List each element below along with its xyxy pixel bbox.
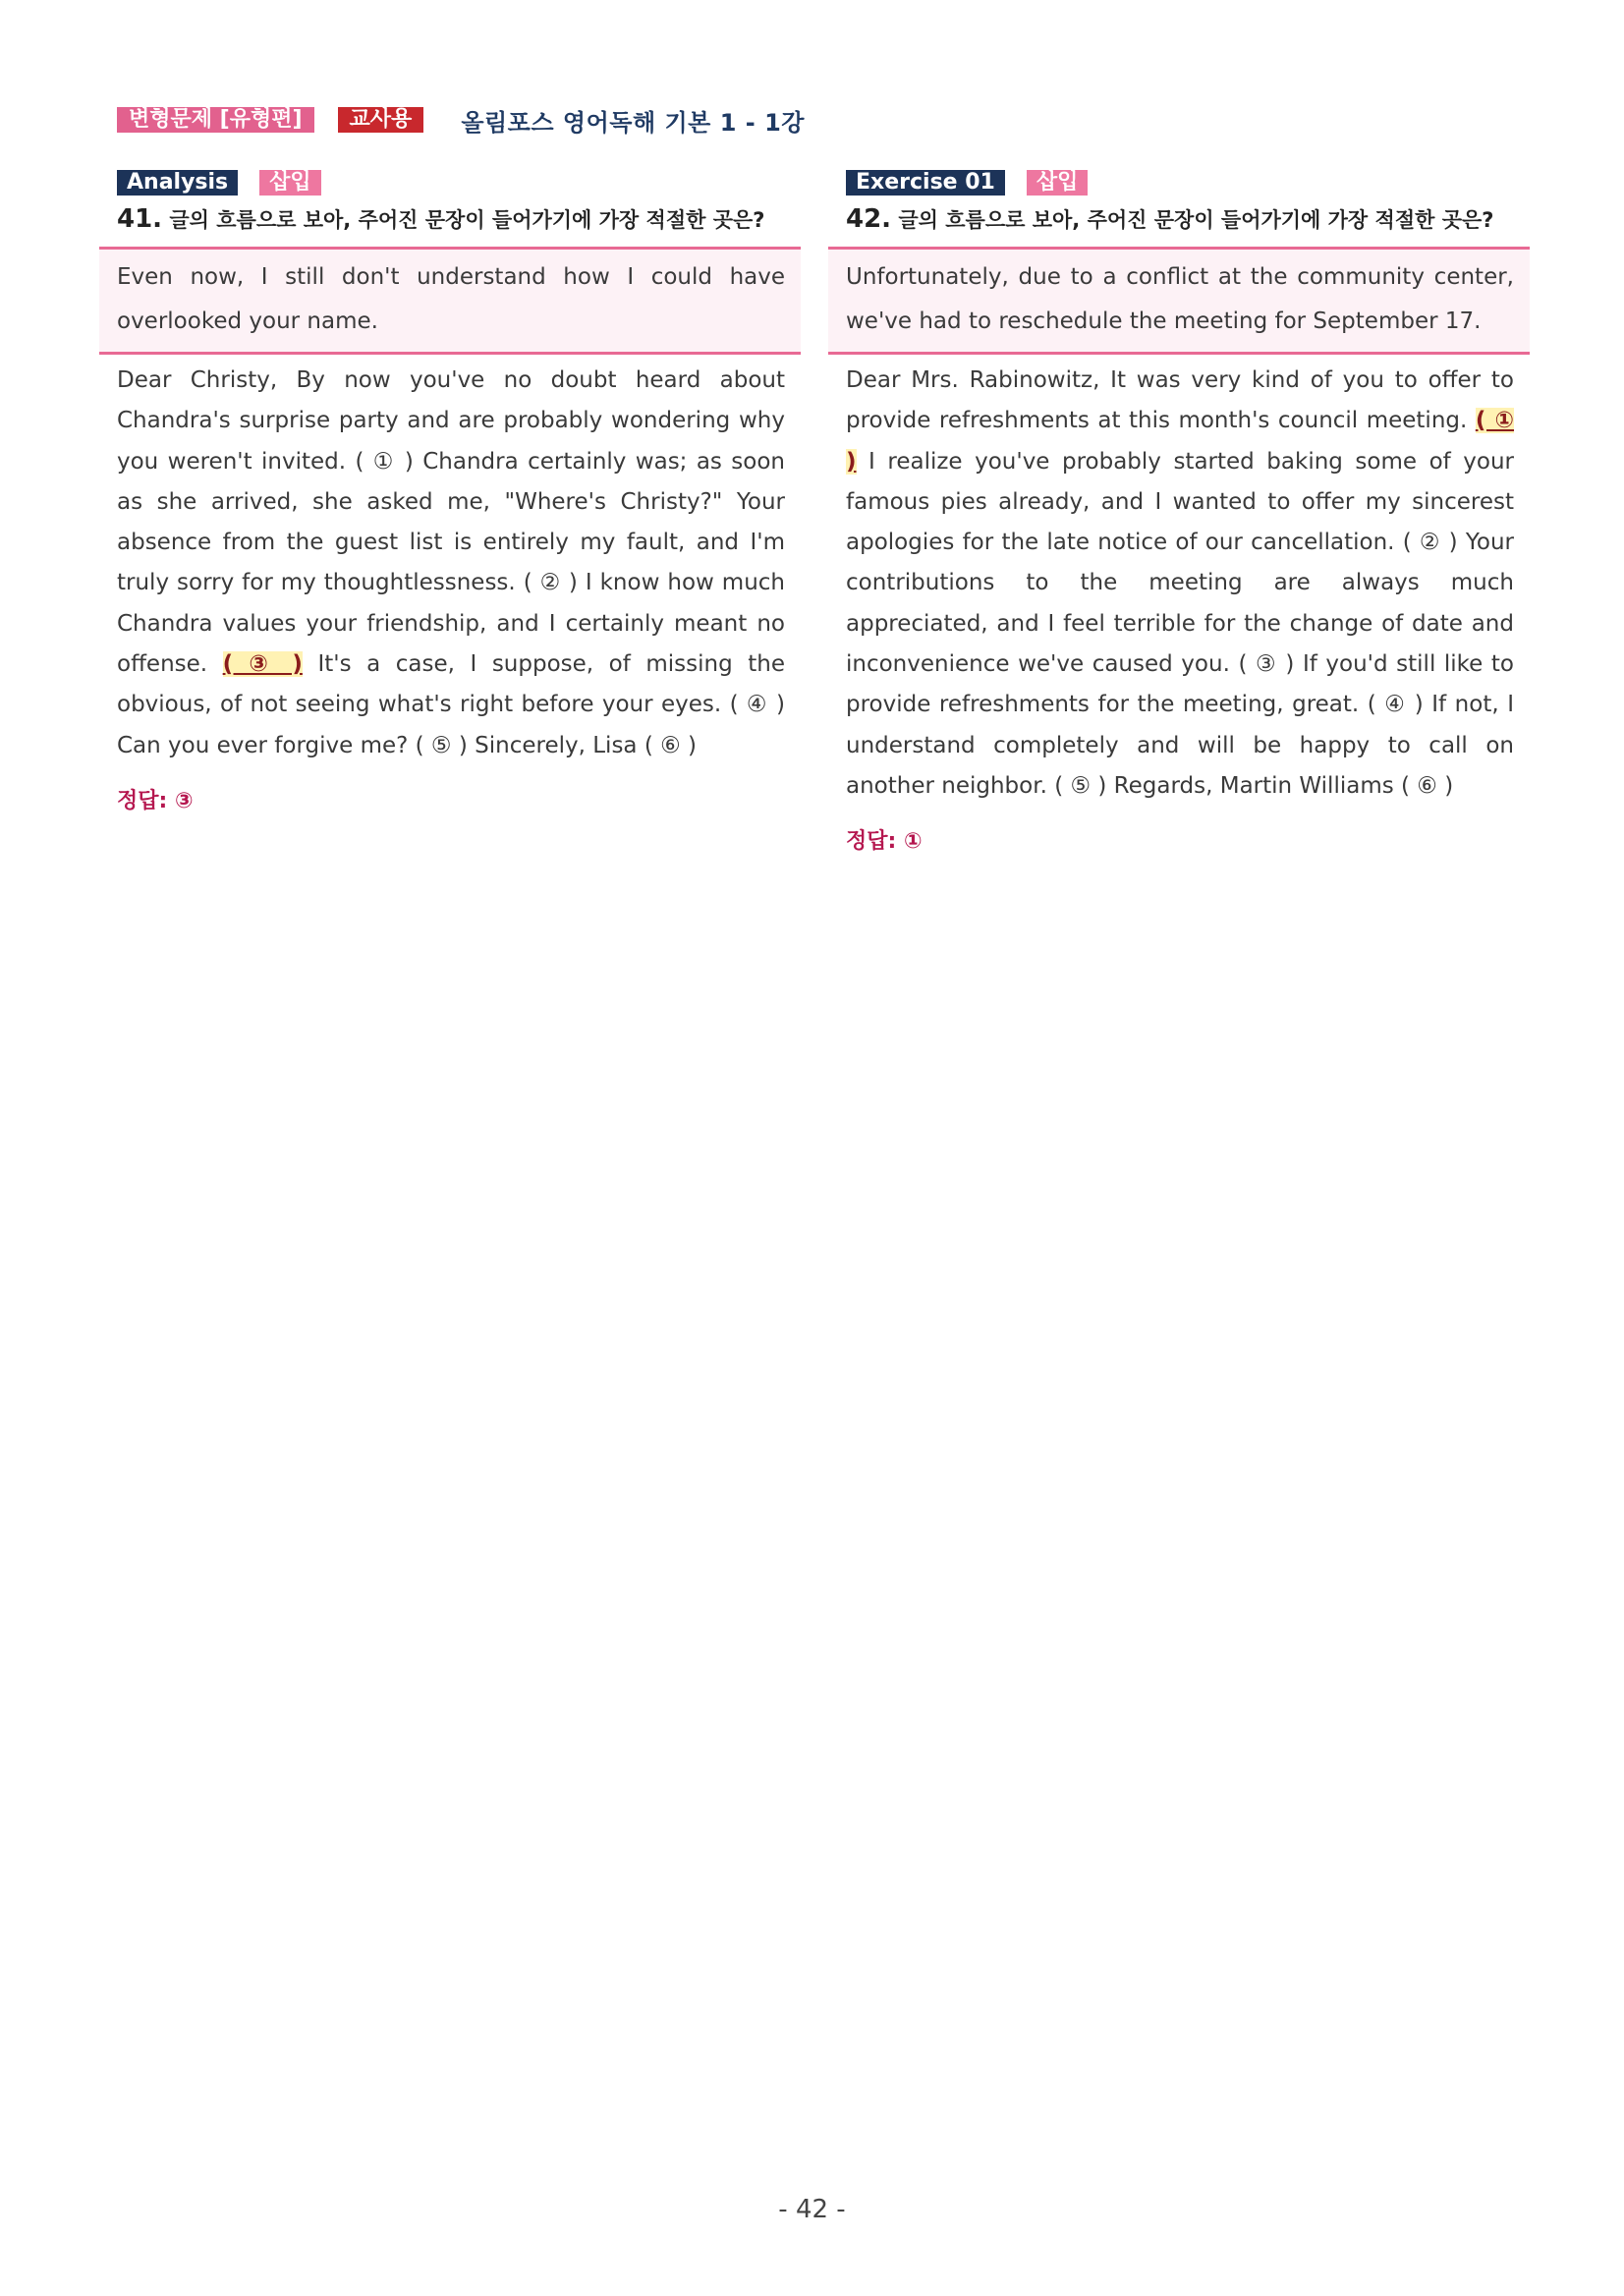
passage-text-after: I realize you've probably started baking some of your famous pies already, and I wanted to offer my sincerest apologies for the late notice of our cancellation. ( ② ) Your contributions to the meeting are always much appreciated, and I feel terrible for the change of date and inconvenience we've caused you. ( ③ ) If you'd still like to provide refreshments for the meeting, great. ( ④ ) If not, I understand completely and will be happy to call on another neighbor. ( ⑤ ) Regards, Martin Williams ( ⑥ ) [846,448,1514,799]
given-sentence: Unfortunately, due to a conflict at the community center, we've had to reschedule the meeting for September 17. [828,247,1530,355]
passage-text-before: Dear Mrs. Rabinowitz, It was very kind of you to offer to provide refreshments at this month's council meeting. [846,367,1514,434]
question-badges [99,170,801,196]
page-number: - 42 - [778,2195,846,2224]
passage [99,355,801,766]
variant-type-tag: 변형문제 [유형편] [117,107,314,133]
question-number: 41. [117,204,163,234]
question-41 [99,170,801,814]
passage [828,355,1530,807]
question-prompt [99,201,801,239]
analysis-badge: Analysis [117,170,238,196]
passage-text-after: It's a case, I suppose, of missing the obvious, of not seeing what's right before your eyes. ( ④ ) Can you ever forgive me? ( ⑤ ) Sincerely, Lisa ( ⑥ ) [117,651,785,758]
insert-badge: 삽입 [1027,170,1089,196]
question-number: 42. [846,204,892,234]
question-text: 글의 흐름으로 보아, 주어진 문장이 들어가기에 가장 적절한 곳은? [898,208,1494,232]
book-title: 올림포스 영어독해 기본 1 - 1강 [461,108,805,137]
question-text: 글의 흐름으로 보아, 주어진 문장이 들어가기에 가장 적절한 곳은? [169,208,765,232]
question-42 [828,170,1530,855]
answer-label: 정답: ③ [117,788,194,813]
answer-position-marker: ( ③ ) [222,651,303,678]
teacher-tag: 교사용 [338,107,424,133]
answer-label: 정답: ① [846,829,923,855]
insert-badge: 삽입 [259,170,321,196]
answer-position-marker: ( ① ) [846,408,1514,475]
exercise-badge: Exercise 01 [846,170,1005,196]
question-prompt [828,201,1530,239]
page-header [117,105,805,135]
given-sentence: Even now, I still don't understand how I could have overlooked your name. [99,247,801,355]
passage-text-before: Dear Christy, By now you've no doubt heard about Chandra's surprise party and are probably wondering why you weren't invited. ( ① ) Chandra certainly was; as soon as she arrived, she asked me, "Where's Christy?" Your absence from the guest list is entirely my fault, and I'm truly sorry for my thoughtlessness. ( ② ) I know how much Chandra values your friendship, and I certainly meant no offense. [117,367,785,678]
question-badges [828,170,1530,196]
